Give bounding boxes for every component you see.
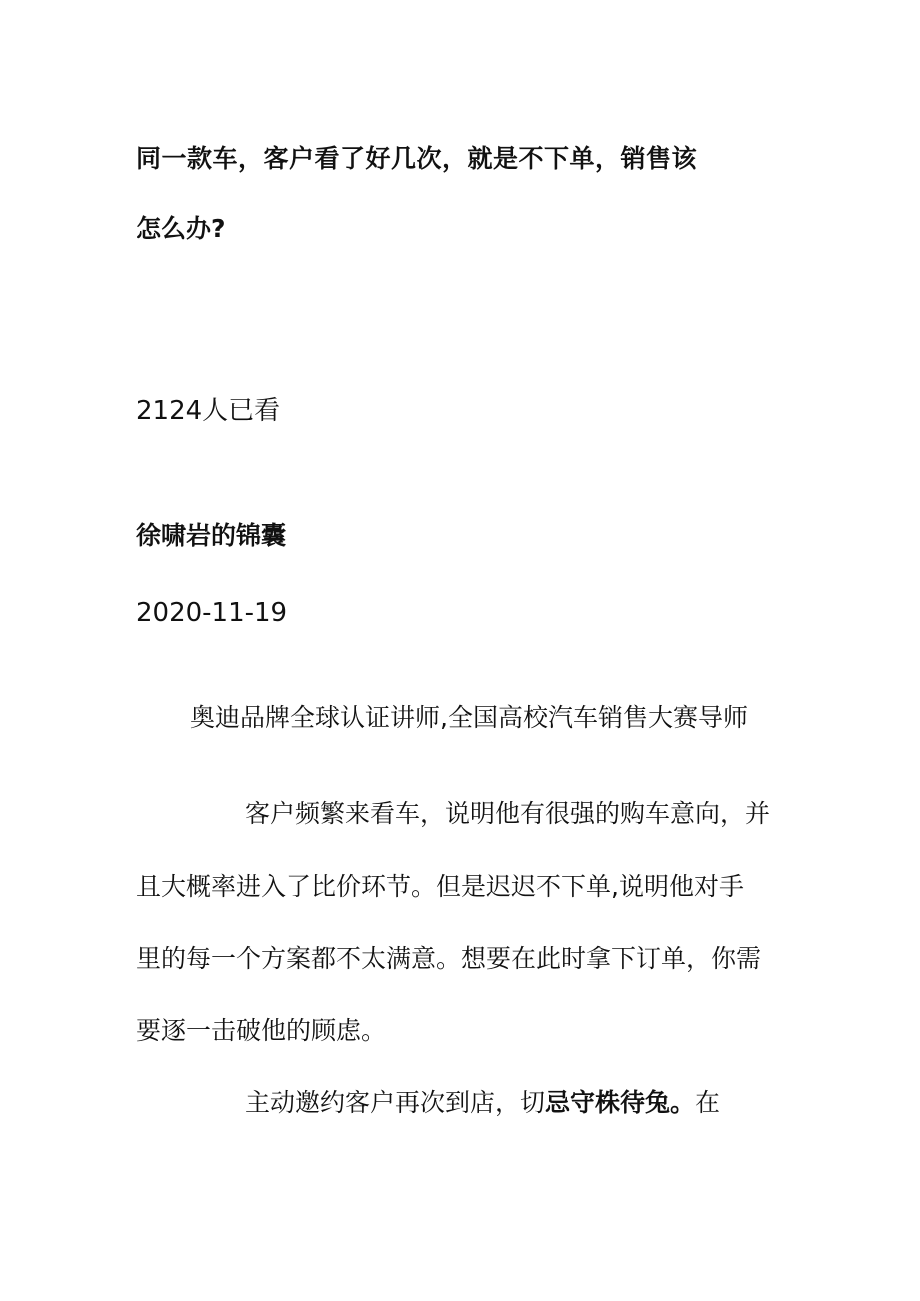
article-title-line-2: 怎么办? — [136, 214, 226, 243]
author-intro: 奥迪品牌全球认证讲师,全国高校汽车销售大赛导师 — [190, 703, 748, 732]
paragraph-1-line-2: 且大概率进入了比价环节。但是迟迟不下单,说明他对手 — [136, 872, 744, 901]
article-title-line-1: 同一款车，客户看了好几次，就是不下单，销售该 — [136, 144, 698, 173]
paragraph-2-suffix: 在 — [695, 1088, 721, 1117]
publish-date: 2020-11-19 — [136, 598, 288, 628]
paragraph-2-prefix: 主动邀约客户再次到店，切 — [245, 1088, 546, 1117]
paragraph-1-line-4: 要逐一击破他的顾虑。 — [136, 1016, 387, 1045]
author-name: 徐啸岩的锦囊 — [136, 521, 287, 550]
paragraph-2-emphasis: 忌守株待兔。 — [545, 1088, 696, 1117]
paragraph-1-line-3: 里的每一个方案都不太满意。想要在此时拿下订单，你需 — [136, 944, 762, 973]
view-count: 2124人已看 — [136, 396, 281, 426]
paragraph-1-line-1: 客户频繁来看车，说明他有很强的购车意向，并 — [245, 799, 771, 828]
paragraph-2-line-1 — [245, 1087, 720, 1119]
